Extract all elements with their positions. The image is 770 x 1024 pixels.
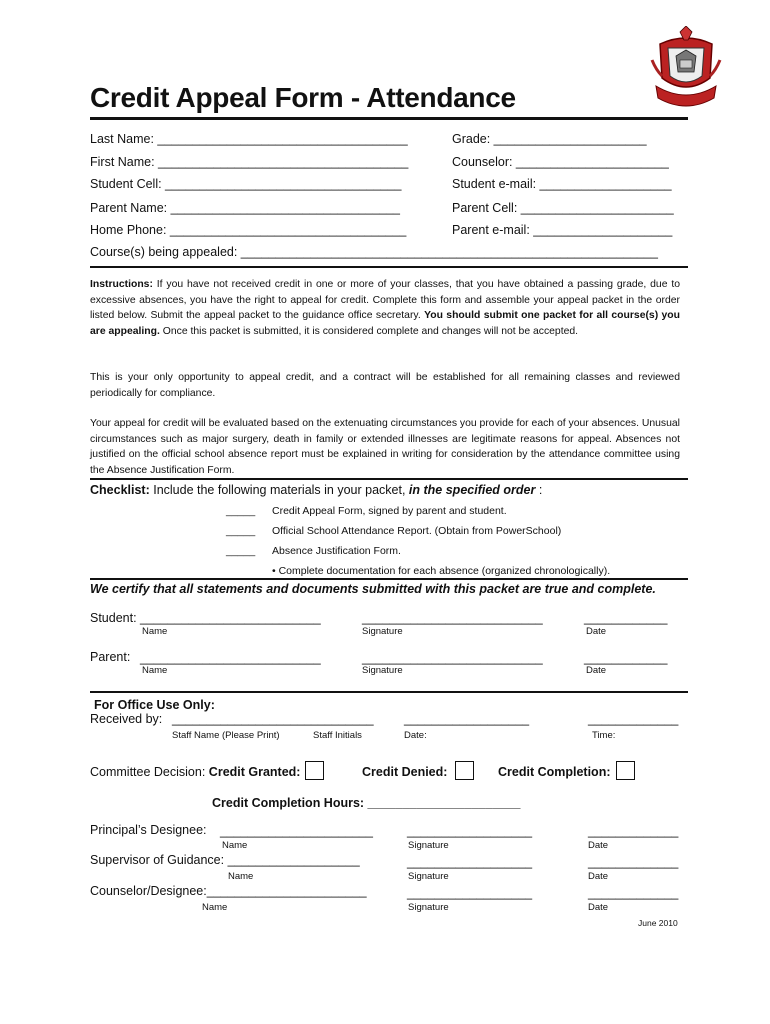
checklist-colon: : — [535, 483, 543, 497]
parent-email-field[interactable]: Parent e-mail: ____________________ — [452, 223, 673, 237]
signature-caption: Signature — [362, 665, 403, 676]
date-caption: Date — [588, 840, 609, 851]
counselor-signature-line[interactable]: __________________ — [407, 886, 533, 900]
signature-caption: Signature — [362, 626, 403, 637]
date-caption: Date — [586, 665, 607, 676]
credit-denied-label: Credit Denied: — [362, 765, 448, 779]
courses-field[interactable]: Course(s) being appealed: ____________________________________________________________ — [90, 245, 658, 259]
name-caption: Name — [202, 902, 228, 913]
checklist-heading — [90, 483, 542, 497]
section-divider — [90, 478, 688, 480]
date-caption: Date — [588, 871, 609, 882]
received-time-line[interactable]: _____________ — [588, 712, 679, 726]
office-use-heading: For Office Use Only: — [94, 698, 215, 712]
checklist-item: Credit Appeal Form, signed by parent and student. — [272, 505, 507, 517]
signature-caption: Signature — [408, 871, 449, 882]
instructions-paragraph — [90, 277, 680, 339]
school-crest-icon — [650, 26, 722, 118]
received-by-label: Received by: — [90, 712, 163, 726]
checklist-order: in the specified order — [408, 483, 536, 497]
section-divider — [90, 266, 688, 268]
parent-label: Parent: — [90, 650, 131, 664]
credit-completion-checkbox[interactable] — [616, 761, 635, 780]
compliance-paragraph: This is your only opportunity to appeal credit, and a contract will be established for all remaining classes and reviewed periodically for compliance. — [90, 372, 680, 399]
supervisor-signature-line[interactable]: __________________ — [407, 855, 533, 869]
last-name-field[interactable]: Last Name: ____________________________________ — [90, 132, 408, 146]
principal-signature-line[interactable]: __________________ — [407, 824, 533, 838]
checklist-bullet-item: • Complete documentation for each absence (organized chronologically). — [272, 565, 611, 577]
section-divider — [90, 691, 688, 693]
instructions-label: Instructions: — [90, 279, 153, 290]
parent-date-line[interactable]: ____________ — [584, 651, 668, 665]
home-phone-field[interactable]: Home Phone: __________________________________ — [90, 223, 407, 237]
checklist-item: Official School Attendance Report. (Obtain from PowerSchool) — [272, 525, 562, 537]
received-by-name-line[interactable]: _____________________________ — [172, 712, 374, 726]
name-caption: Name — [222, 840, 248, 851]
credit-completion-label: Credit Completion: — [498, 765, 611, 779]
page-title: Credit Appeal Form - Attendance — [90, 82, 516, 113]
date-caption: Date: — [404, 730, 427, 741]
evaluation-paragraph: Your appeal for credit will be evaluated based on the extenuating circumstances you provide for each of your absences. Unusual circumstances such as major surgery, death in family or extended illnesses are legitimate reasons for appeal. Absences not justified on the official school absence report must be explained in writing for consideration by the attendance committee using the Absence Justification Form. — [90, 418, 680, 476]
counselor-date-line[interactable]: _____________ — [588, 886, 679, 900]
principal-name-line[interactable]: ______________________ — [220, 824, 373, 838]
grade-field[interactable]: Grade: ______________________ — [452, 132, 647, 146]
checklist-blank[interactable]: _____ — [226, 545, 256, 557]
received-date-line[interactable]: __________________ — [404, 712, 530, 726]
name-caption: Name — [142, 626, 168, 637]
date-caption: Date — [586, 626, 607, 637]
credit-denied-checkbox[interactable] — [455, 761, 474, 780]
instructions-bold: You should submit one packet for all course(s) you are appealing. — [90, 310, 681, 337]
student-email-field[interactable]: Student e-mail: ___________________ — [452, 177, 672, 191]
student-date-line[interactable]: ____________ — [584, 611, 668, 625]
date-caption: Date — [588, 902, 609, 913]
counselor-field[interactable]: Counselor: ______________________ — [452, 155, 669, 169]
checklist-label: Checklist: — [90, 483, 150, 497]
supervisor-guidance-field[interactable]: Supervisor of Guidance: ___________________ — [90, 853, 360, 867]
counselor-designee-field[interactable]: Counselor/Designee:_______________________ — [90, 884, 367, 898]
principal-date-line[interactable]: _____________ — [588, 824, 679, 838]
staff-initials-caption: Staff Initials — [313, 730, 362, 741]
committee-label: Committee Decision: — [90, 765, 209, 779]
checklist-intro: Include the following materials in your packet, — [149, 483, 409, 497]
signature-caption: Signature — [408, 902, 449, 913]
instructions-text-1: If you have not received credit in one or more of your classes, that you have obtained a passing grade, due to excessive absences, you have the right to appeal for credit. Complete this form and assemble your appeal packet in the order listed below. Submit the appeal packet to the guidance office secretary. — [90, 279, 680, 322]
student-name-line[interactable]: __________________________ — [140, 611, 321, 625]
student-signature-line[interactable]: __________________________ — [362, 611, 543, 625]
name-caption: Name — [228, 871, 254, 882]
title-divider — [90, 117, 688, 120]
checklist-blank[interactable]: _____ — [226, 525, 256, 537]
parent-cell-field[interactable]: Parent Cell: ______________________ — [452, 201, 674, 215]
credit-completion-hours-field[interactable]: Credit Completion Hours: ______________________ — [212, 796, 521, 810]
revision-date: June 2010 — [638, 918, 678, 928]
certify-statement: We certify that all statements and documents submitted with this packet are true and complete. — [90, 582, 656, 596]
principal-designee-label: Principal’s Designee: — [90, 823, 207, 837]
parent-name-line[interactable]: __________________________ — [140, 651, 321, 665]
supervisor-date-line[interactable]: _____________ — [588, 855, 679, 869]
student-label: Student: — [90, 611, 137, 625]
first-name-field[interactable]: First Name: ____________________________________ — [90, 155, 409, 169]
committee-decision — [90, 765, 300, 779]
parent-name-field[interactable]: Parent Name: _________________________________ — [90, 201, 401, 215]
checklist-item: Absence Justification Form. — [272, 545, 401, 557]
time-caption: Time: — [592, 730, 616, 741]
credit-granted-checkbox[interactable] — [305, 761, 324, 780]
signature-caption: Signature — [408, 840, 449, 851]
instructions-text-2: Once this packet is submitted, it is considered complete and changes will not be accepted. — [159, 325, 579, 337]
staff-name-caption: Staff Name (Please Print) — [172, 730, 280, 741]
student-cell-field[interactable]: Student Cell: __________________________________ — [90, 177, 402, 191]
credit-granted-label: Credit Granted: — [208, 765, 301, 779]
section-divider — [90, 578, 688, 580]
parent-signature-line[interactable]: __________________________ — [362, 651, 543, 665]
checklist-blank[interactable]: _____ — [226, 505, 256, 517]
name-caption: Name — [142, 665, 168, 676]
